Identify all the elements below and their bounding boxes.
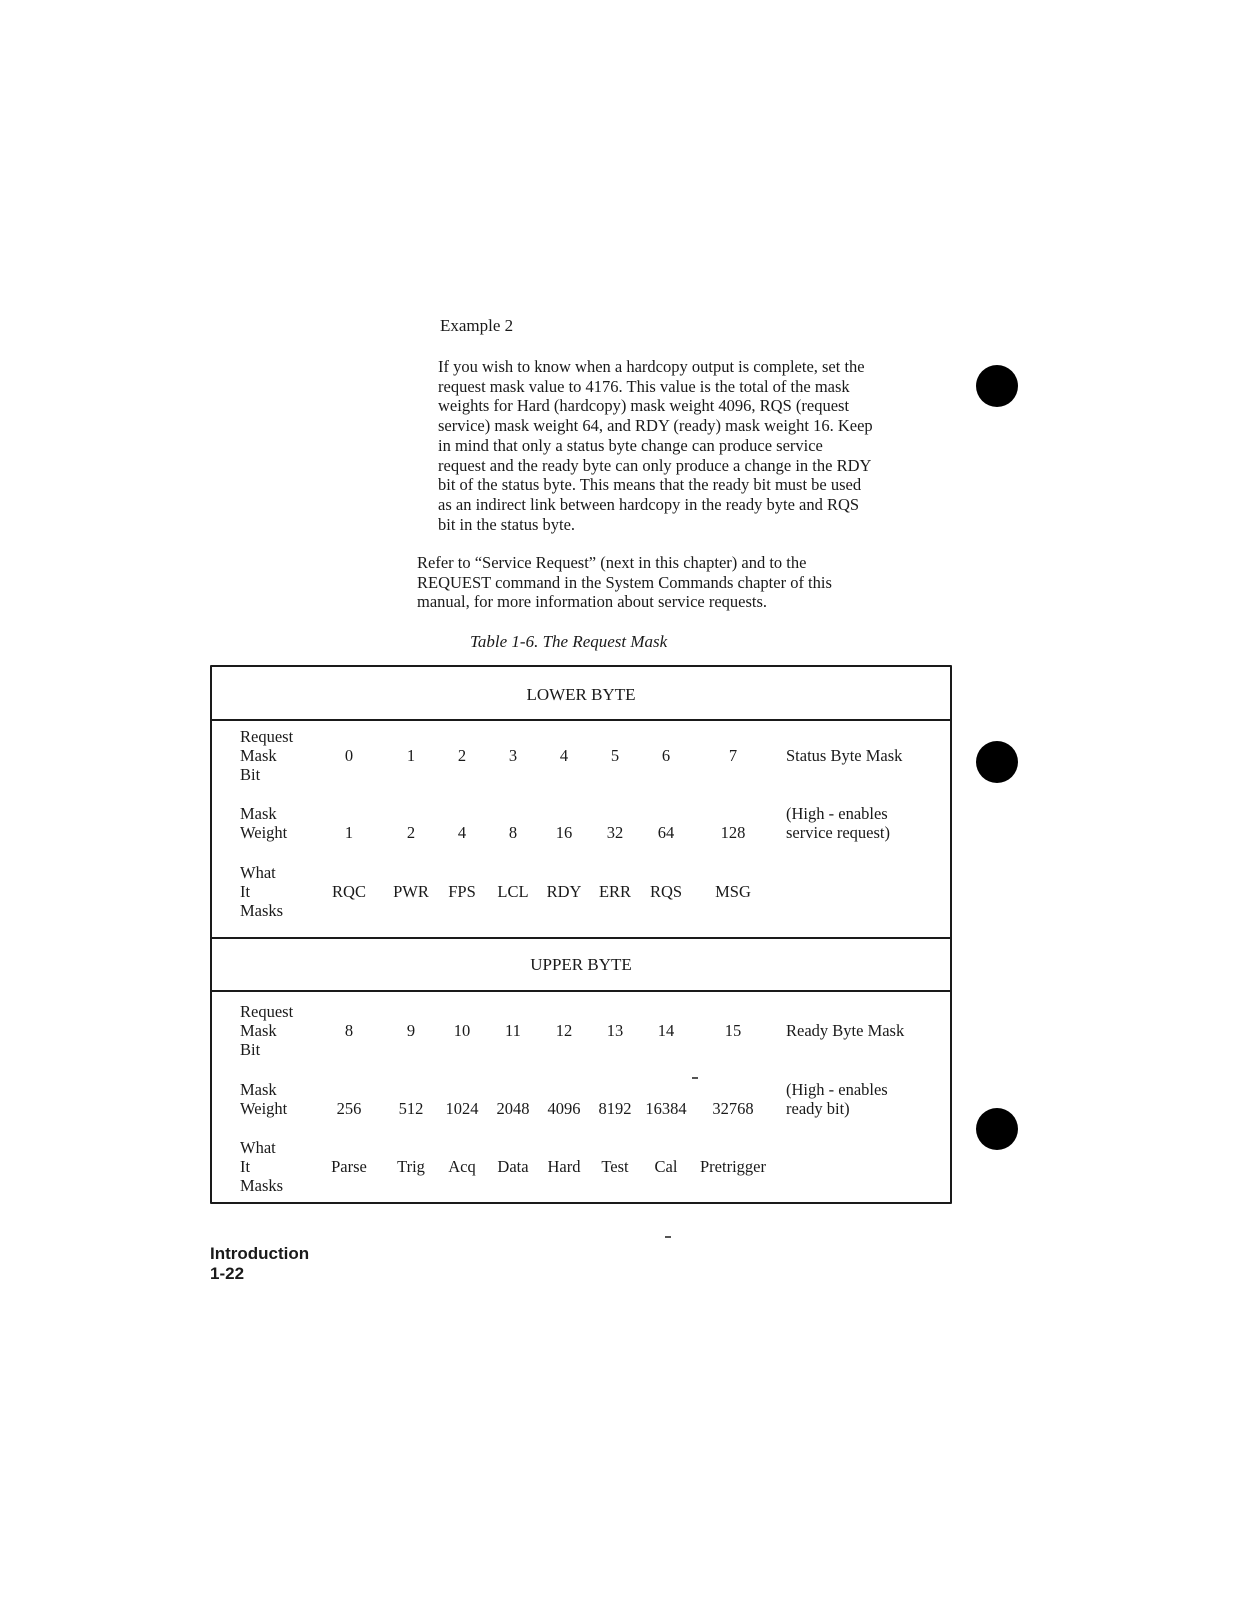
table-cell: 10 <box>453 1021 471 1040</box>
table-cell: RQS <box>649 882 683 901</box>
upper-weight-desc: (High - enables ready bit) <box>786 1080 888 1118</box>
table-cell: 2 <box>406 823 416 842</box>
table-cell: 32768 <box>712 1099 754 1118</box>
row-label-mask-bit: Request Mask Bit <box>240 1002 294 1059</box>
table-cell: 9 <box>406 1021 416 1040</box>
table-cell: Data <box>497 1157 529 1176</box>
scan-speck <box>665 1236 671 1238</box>
table-cell: Cal <box>654 1157 678 1176</box>
table-cell: Hard <box>547 1157 581 1176</box>
table-divider <box>210 937 952 939</box>
table-cell: 5 <box>610 746 620 765</box>
table-cell: 12 <box>555 1021 573 1040</box>
table-cell: 1 <box>344 823 354 842</box>
table-cell: 4096 <box>547 1099 581 1118</box>
punch-hole-dot <box>976 741 1018 783</box>
table-cell: Trig <box>397 1157 425 1176</box>
ready-byte-mask-desc: Ready Byte Mask <box>786 1021 905 1040</box>
table-cell: 3 <box>508 746 518 765</box>
table-cell: Test <box>601 1157 629 1176</box>
footer-section: Introduction <box>210 1244 310 1263</box>
table-cell: 4 <box>559 746 569 765</box>
table-cell: 4 <box>457 823 467 842</box>
scan-speck <box>692 1077 698 1079</box>
table-cell: PWR <box>393 882 429 901</box>
row-label-mask-weight: Mask Weight <box>240 804 288 842</box>
lower-byte-title: LOWER BYTE <box>526 685 636 704</box>
table-cell: 16 <box>555 823 573 842</box>
table-cell: Parse <box>331 1157 367 1176</box>
table-cell: Pretrigger <box>700 1157 766 1176</box>
table-cell: 32 <box>606 823 624 842</box>
table-cell: LCL <box>497 882 529 901</box>
table-cell: 15 <box>724 1021 742 1040</box>
table-cell: 128 <box>720 823 746 842</box>
row-label-mask-bit: Request Mask Bit <box>240 727 294 784</box>
table-cell: 1 <box>406 746 416 765</box>
example-heading: Example 2 <box>440 316 514 335</box>
table-cell: 2 <box>457 746 467 765</box>
table-cell: 512 <box>398 1099 424 1118</box>
table-divider <box>210 990 952 992</box>
lower-weight-desc: (High - enables service request) <box>786 804 890 842</box>
table-cell: 1024 <box>445 1099 479 1118</box>
row-label-what-it-masks: What It Masks <box>240 1138 284 1195</box>
table-cell: 13 <box>606 1021 624 1040</box>
table-cell: 11 <box>505 1021 521 1040</box>
row-label-what-it-masks: What It Masks <box>240 863 284 920</box>
table-cell: 14 <box>657 1021 675 1040</box>
table-cell: 64 <box>657 823 675 842</box>
table-cell: 7 <box>728 746 738 765</box>
footer-page-number: 1-22 <box>210 1264 245 1283</box>
table-cell: Acq <box>448 1157 476 1176</box>
table-cell: 8 <box>508 823 518 842</box>
table-cell: 0 <box>344 746 354 765</box>
table-cell: 16384 <box>645 1099 687 1118</box>
table-cell: FPS <box>448 882 476 901</box>
table-cell: 6 <box>661 746 671 765</box>
table-cell: RDY <box>546 882 582 901</box>
punch-hole-dot <box>976 1108 1018 1150</box>
table-caption: Table 1-6. The Request Mask <box>470 632 668 651</box>
table-cell: 8192 <box>598 1099 632 1118</box>
table-cell: MSG <box>715 882 751 901</box>
punch-hole-dot <box>976 365 1018 407</box>
page-footer <box>210 1244 309 1284</box>
example-paragraph: If you wish to know when a hardcopy output is complete, set the request mask value to 4176. This value is the total of the mask weights for Hard (hardcopy) mask weight 4096, RQS (request service) mask weight 64, and RDY (ready) mask weight 16. Keep in mind that only a status byte change can produce service request and the ready byte can only produce a change in the RDY bit of the status byte. This means that the ready bit must be used as an indirect link between hardcopy in the ready byte and RQS bit in the status byte. <box>438 357 873 534</box>
table-cell: 2048 <box>496 1099 530 1118</box>
table-divider <box>210 719 952 721</box>
table-cell: 8 <box>344 1021 354 1040</box>
status-byte-mask-desc: Status Byte Mask <box>786 746 903 765</box>
table-cell: 256 <box>336 1099 362 1118</box>
row-label-mask-weight: Mask Weight <box>240 1080 288 1118</box>
upper-byte-title: UPPER BYTE <box>530 955 632 974</box>
table-cell: ERR <box>598 882 632 901</box>
table-cell: RQC <box>332 882 366 901</box>
refer-paragraph: Refer to “Service Request” (next in this chapter) and to the REQUEST command in the System Commands chapter of this manual, for more information about service requests. <box>417 553 832 612</box>
